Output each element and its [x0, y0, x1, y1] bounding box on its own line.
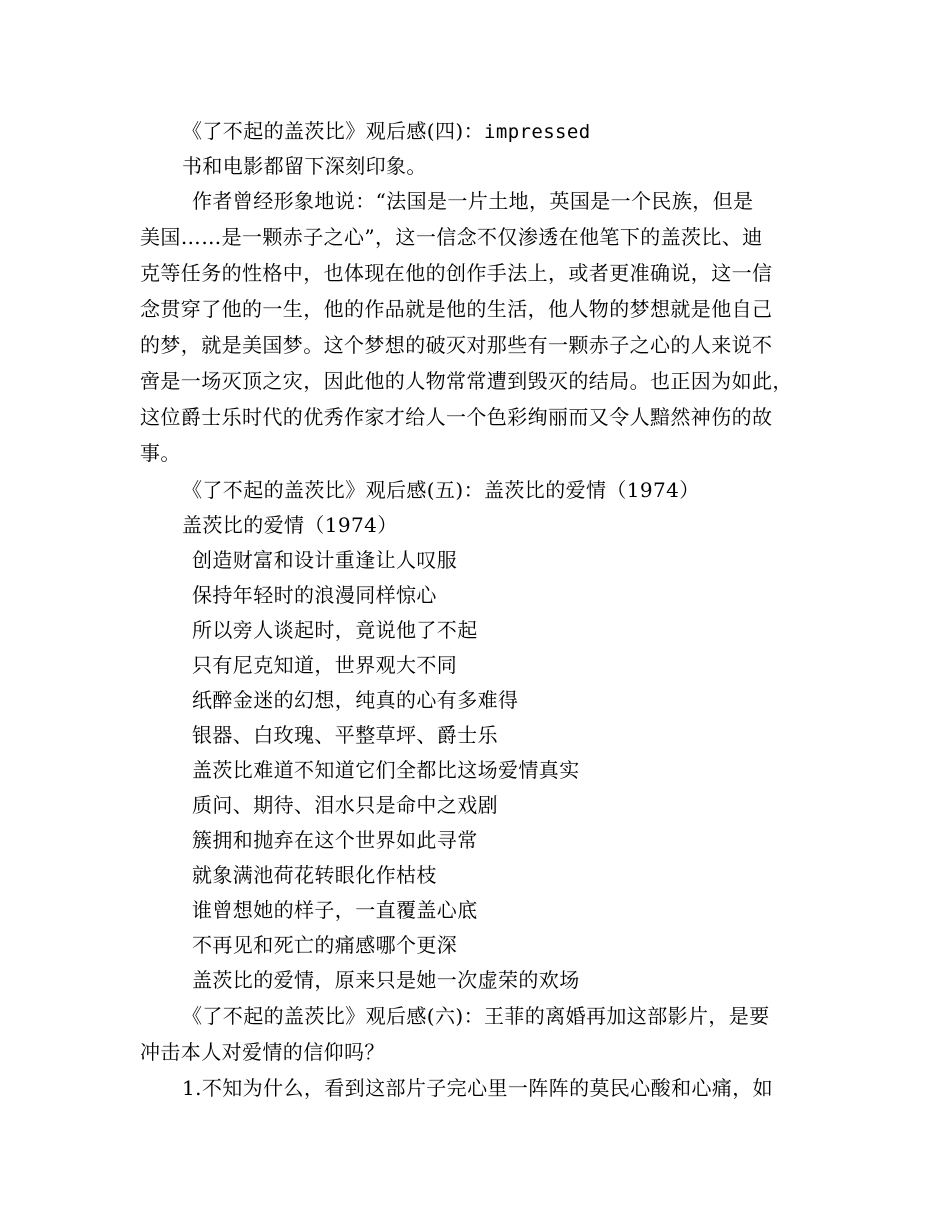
section4-title-suffix: impressed [484, 121, 591, 143]
poem-line: 质问、期待、泪水只是命中之戏剧 [192, 793, 498, 817]
section4-paragraph-line: 念贯穿了他的一生，他的作品就是他的生活，他人物的梦想就是他自己 [140, 297, 773, 321]
section5-subtitle: 盖茨比的爱情（1974） [182, 513, 398, 537]
poem-line: 所以旁人谈起时，竟说他了不起 [192, 618, 478, 642]
poem-line: 创造财富和设计重逢让人叹服 [192, 548, 458, 572]
poem-line: 保持年轻时的浪漫同样惊心 [192, 583, 437, 607]
poem-line: 只有尼克知道，世界观大不同 [192, 653, 458, 677]
section4-lead: 书和电影都留下深刻印象。 [182, 154, 427, 178]
poem-line: 盖茨比难道不知道它们全都比这场爱情真实 [192, 758, 580, 782]
section5-title: 《了不起的盖茨比》观后感(五)：盖茨比的爱情（1974） [182, 478, 700, 502]
section4-paragraph-line: 作者曾经形象地说：“法国是一片土地，英国是一个民族，但是 [192, 189, 754, 213]
poem-line: 盖茨比的爱情，原来只是她一次虚荣的欢场 [192, 968, 580, 992]
section4-paragraph-line: 的梦，就是美国梦。这个梦想的破灭对那些有一颗赤子之心的人来说不 [140, 333, 773, 357]
section4-title [182, 119, 872, 144]
section4-paragraph-line: 事。 [140, 441, 181, 465]
poem-line: 就象满池荷花转眼化作枯枝 [192, 863, 437, 887]
section4-paragraph-line: 这位爵士乐时代的优秀作家才给人一个色彩绚丽而又令人黯然神伤的故 [140, 405, 773, 429]
section4-paragraph-line: 克等任务的性格中，也体现在他的创作手法上，或者更准确说，这一信 [140, 261, 773, 285]
section6-item-1: 1.不知为什么，看到这部片子完心里一阵阵的莫民心酸和心痛，如 [182, 1076, 774, 1100]
poem-line: 不再见和死亡的痛感哪个更深 [192, 933, 458, 957]
section6-title-line: 冲击本人对爱情的信仰吗？ [140, 1040, 385, 1064]
poem-line: 谁曾想她的样子，一直覆盖心底 [192, 898, 478, 922]
poem-line: 纸醉金迷的幻想，纯真的心有多难得 [192, 688, 519, 712]
poem-line: 银器、白玫瑰、平整草坪、爵士乐 [192, 723, 498, 747]
section4-paragraph-line: 美国……是一颗赤子之心”，这一信念不仅渗透在他笔下的盖茨比、迪 [140, 225, 763, 249]
poem-line: 簇拥和抛弃在这个世界如此寻常 [192, 828, 478, 852]
section4-title-prefix: 《了不起的盖茨比》观后感(四)： [182, 119, 485, 143]
section4-paragraph-line: 啻是一场灭顶之灾，因此他的人物常常遭到毁灭的结局。也正因为如此， [140, 369, 793, 393]
section6-title-line: 《了不起的盖茨比》观后感(六)：王菲的离婚再加这部影片，是要 [182, 1004, 770, 1028]
